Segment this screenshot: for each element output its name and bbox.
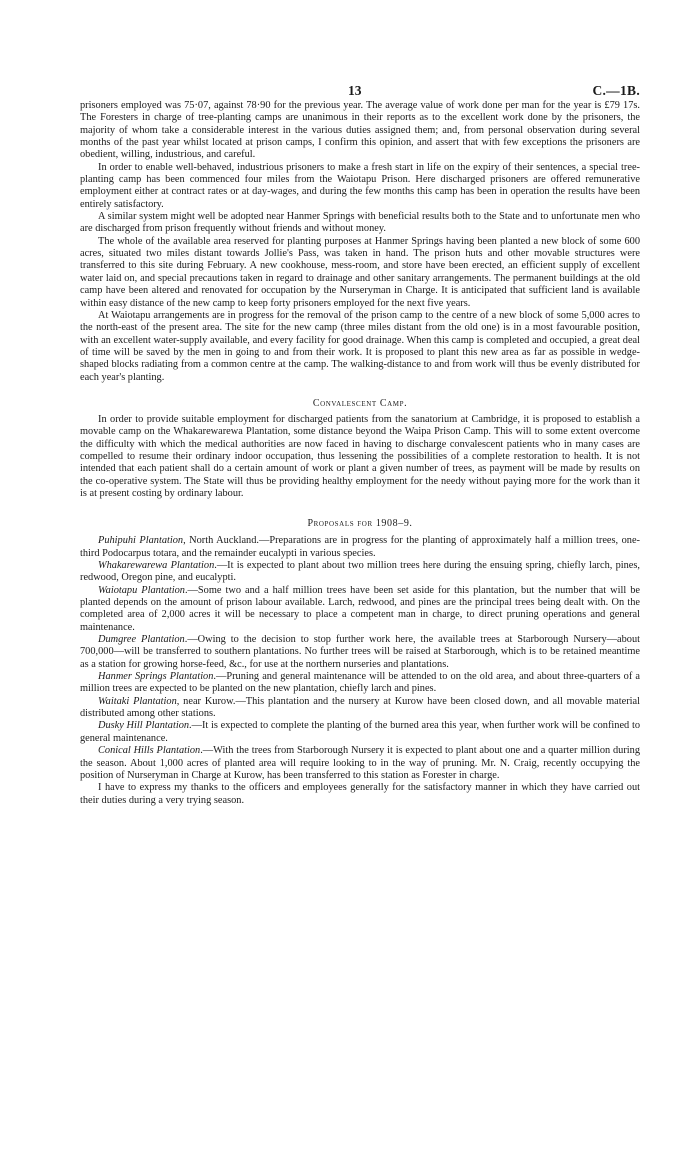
- plantation-name: Waitaki Plantation: [98, 695, 177, 707]
- closing-paragraph: I have to express my thanks to the officers and employees generally for the satisfactory manner in which they have carried out their duties during a very trying season.: [80, 782, 640, 806]
- proposal-text: , North Auckland.—Preparations are in progress for the planting of approximately half a million trees, one-third Podocarpus totara, and the remainder eucalypti in various species.: [80, 535, 640, 559]
- document-code: C.—1B.: [592, 83, 640, 98]
- paragraph: In order to enable well-behaved, industrious prisoners to make a fresh start in life on the expiry of their sentences, a special tree-planting camp has been commenced four miles from the Waiotapu Prison. Here discharged prisoners are offered remunerative employment either at contract rates or at day-wages, and during the few months this camp has been in operation the results have been entirely satisfactory.: [80, 161, 640, 210]
- proposal-text: .—Owing to the decision to stop further work here, the available trees at Starborough Nursery—about 700,000—will be transferred to southern plantations. No further trees will be raised at Starborough, which is to be retained meantime as a station for growing horse-feed, &c., for use at the northern nurseries and plantations.: [80, 634, 640, 670]
- proposals-section: [80, 535, 640, 807]
- paragraph: In order to provide suitable employment for discharged patients from the sanatorium at Cambridge, it is proposed to establish a movable camp on the Whakarewarewa Plantation, some distance beyond the Waipa Prison Camp. This will to some extent overcome the difficulty with which the medical authorities are now faced in having to discharge convalescent patients who in many cases are compelled to resume their ordinary indoor occupation, thus lessening the possibilities of a complete restoration to health. It is not intended that each patient shall do a certain amount of work or plant a given number of trees, as payment will be made by results on the co-operative system. The State will thus be providing healthy employment for the needy without paying more for the work than it is at present costing by ordinary labour.: [80, 413, 640, 499]
- plantation-name: Hanmer Springs Plantation: [98, 671, 214, 683]
- proposal-item: [80, 696, 640, 721]
- paragraph: At Waiotapu arrangements are in progress for the removal of the prison camp to the centre of a new block of some 5,000 acres to the north-east of the present area. The site for the new camp (three miles distant from the old one) is in a most favourable position, with an excellent water-supply available, and every facility for good drainage. When this camp is completed and occupied, a great deal of time will be saved by the men in going to and from their work. It is proposed to plant this new area as far as possible in wedge-shaped blocks radiating from a common centre at the camp. The walking-distance to and from work will thus be evenly distributed for each year's planting.: [80, 309, 640, 383]
- intro-section: [80, 100, 640, 384]
- proposal-item: [80, 720, 640, 745]
- proposal-item: [80, 745, 640, 782]
- paragraph: The whole of the available area reserved for planting purposes at Hanmer Springs having been planted a new block of some 600 acres, situated two miles distant towards Jollie's Pass, was taken in hand. The prison huts and other movable structures were transferred to this site during February. A new cookhouse, mess-room, and store have been erected, an efficient supply of excellent water laid on, and special precautions taken in regard to drainage and other sanitary arrangements. The permanent buildings at the old camp have been altered and renovated for occupation by the Nurseryman in Charge. It is anticipated that sufficient land is available within easy distance of the new camp to keep forty prisoners employed for the next five years.: [80, 235, 640, 309]
- convalescent-section: [80, 414, 640, 500]
- proposal-text: .—With the trees from Starborough Nursery it is expected to plant about one and a quarter million during the season. About 1,000 acres of planted area will require looking to in the way of pruning. Mr. N. Craig, recently occupying the position of Nurseryman in Charge at Kurow, has been transferred to this station as Forester in charge.: [80, 745, 641, 781]
- document-page: [80, 0, 640, 807]
- proposal-item: [80, 535, 640, 560]
- page-number: 13: [348, 83, 362, 98]
- proposal-item: [80, 634, 640, 671]
- convalescent-camp-heading: Convalescent Camp.: [312, 397, 408, 409]
- plantation-name: Waiotapu Plantation: [98, 584, 185, 596]
- proposal-item: [80, 671, 640, 696]
- proposal-text: .—It is expected to plant about two million trees here during the ensuing spring, chiefly larch, pines, redwood, Oregon pine, and eucalypti.: [80, 560, 641, 584]
- paragraph: prisoners employed was 75·07, against 78·90 for the previous year. The average value of work done per man for the year is £79 17s. The Foresters in charge of tree-planting camps are unanimous in their reports as to the excellent work done by the prisoners, the majority of whom take a considerable interest in the various duties assigned them; and, from personal observation during several months of the past year whilst located at prison camps, I confirm this opinion, and assert that with few exceptions the prisoners are obedient, willing, industrious, and careful.: [80, 100, 640, 161]
- plantation-name: Dusky Hill Plantation: [98, 720, 190, 732]
- proposal-text: .—Pruning and general maintenance will be attended to on the old area, and about three-quarters of a million trees are expected to be planted on the new plantation, chiefly larch and pines.: [80, 671, 640, 695]
- plantation-name: Puhipuhi Plantation: [98, 535, 184, 547]
- plantation-name: Conical Hills Plantation: [98, 745, 201, 757]
- page-header: [80, 0, 640, 100]
- proposal-text: .—It is expected to complete the planting of the burned area this year, when further work will be confined to general maintenance.: [80, 720, 640, 744]
- proposals-heading: Proposals for 1908–9.: [307, 518, 413, 530]
- proposal-item: [80, 560, 640, 585]
- proposal-text: , near Kurow.—This plantation and the nursery at Kurow have been closed down, and all movable material distributed among other stations.: [80, 695, 641, 720]
- proposal-text: .—Some two and a half million trees have been set aside for this plantation, but the number that will be planted depends on the amount of prison labour available. Larch, redwood, and pines are the principal trees being dealt with. On the completed area of 2,000 acres it will be necessary to place a competent man in charge, to direct pruning operations and general maintenance.: [80, 584, 640, 633]
- paragraph: A similar system might well be adopted near Hanmer Springs with beneficial results both to the State and to unfortunate men who are discharged from prison frequently without friends and without money.: [80, 211, 640, 235]
- proposal-item: [80, 585, 640, 634]
- plantation-name: Dumgree Plantation: [98, 634, 185, 646]
- plantation-name: Whakarewarewa Plantation: [98, 560, 215, 571]
